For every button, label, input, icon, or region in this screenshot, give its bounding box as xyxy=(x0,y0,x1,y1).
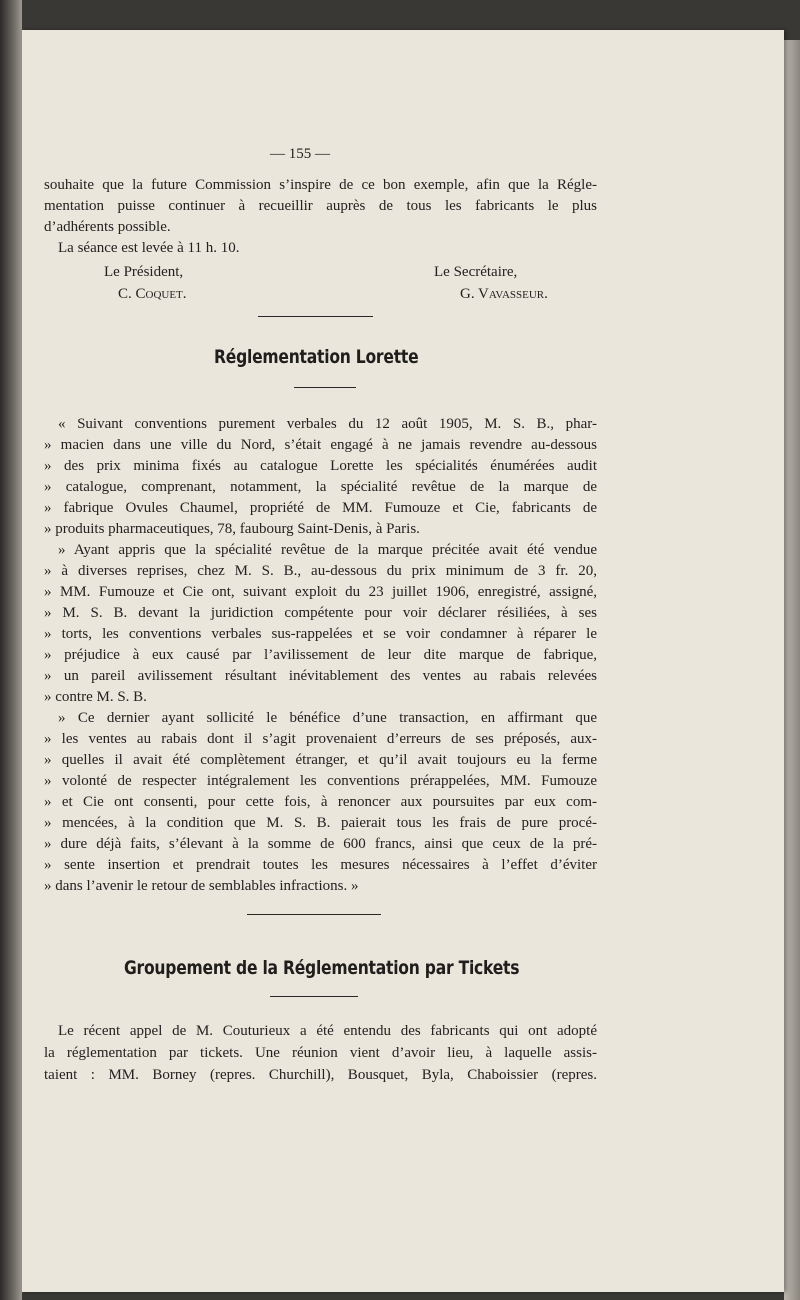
body-line: » macien dans une ville du Nord, s’était engagé à ne jamais revendre au-dessous xyxy=(44,437,597,453)
body-line: » des prix minima fixés au catalogue Lorette les spécialités énumérées audit xyxy=(44,458,597,474)
secretaire-name: G. Vavasseur. xyxy=(460,286,548,302)
body-line: » M. S. B. devant la juridiction compétente pour voir déclarer résiliées, à ses xyxy=(44,605,597,621)
body-line: » dans l’avenir le retour de semblables infractions. » xyxy=(44,878,359,894)
title-underline xyxy=(294,387,356,388)
body-line: » et Cie ont consenti, pour cette fois, à renoncer aux poursuites par eux com- xyxy=(44,794,597,810)
section-title-lorette: Réglementation Lorette xyxy=(214,346,419,368)
title-underline xyxy=(270,996,358,997)
body-line: » à diverses reprises, chez M. S. B., au-dessous du prix minimum de 3 fr. 20, xyxy=(44,563,597,579)
body-line: » un pareil avilissement résultant inévitablement des ventes au rabais relevées xyxy=(44,668,597,684)
body-line: Le récent appel de M. Couturieux a été entendu des fabricants qui ont adopté xyxy=(58,1023,597,1039)
intro-line: souhaite que la future Commission s’inspire de ce bon exemple, afin que la Régle- xyxy=(44,177,597,193)
body-line: taient : MM. Borney (repres. Churchill), Bousquet, Byla, Chaboissier (repres. xyxy=(44,1067,597,1083)
body-line: » mencées, à la condition que M. S. B. paierait tous les frais de pure procé- xyxy=(44,815,597,831)
body-line: » catalogue, comprenant, notamment, la spécialité revêtue de la marque de xyxy=(44,479,597,495)
body-line: » sente insertion et prendrait toutes les mesures nécessaires à l’effet d’éviter xyxy=(44,857,597,873)
body-line: » produits pharmaceutiques, 78, faubourg Saint-Denis, à Paris. xyxy=(44,521,420,537)
intro-line: d’adhérents possible. xyxy=(44,219,171,235)
body-line: » contre M. S. B. xyxy=(44,689,147,705)
secretaire-title: Le Secrétaire, xyxy=(434,264,518,280)
page-number: — 155 — xyxy=(270,146,330,162)
next-pages-edge xyxy=(784,40,800,1300)
body-line: » MM. Fumouze et Cie ont, suivant exploit du 23 juillet 1906, enregistré, assigné, xyxy=(44,584,597,600)
body-line: » Ayant appris que la spécialité revêtue de la marque précitée avait été vendue xyxy=(58,542,597,558)
president-name: C. Coquet. xyxy=(118,286,187,302)
body-line: la réglementation par tickets. Une réunion vient d’avoir lieu, à laquelle assis- xyxy=(44,1045,597,1061)
body-line: » volonté de respecter intégralement les conventions prérappelées, MM. Fumouze xyxy=(44,773,597,789)
divider-rule xyxy=(247,914,381,915)
president-title: Le Président, xyxy=(104,264,184,280)
seance-line: La séance est levée à 11 h. 10. xyxy=(58,240,240,256)
body-line: » préjudice à eux causé par l’avilissement de leur dite marque de fabrique, xyxy=(44,647,597,663)
body-line: » Ce dernier ayant sollicité le bénéfice d’une transaction, en affirmant que xyxy=(58,710,597,726)
body-line: « Suivant conventions purement verbales du 12 août 1905, M. S. B., phar- xyxy=(58,416,597,432)
intro-line: mentation puisse continuer à recueillir auprès de tous les fabricants le plus xyxy=(44,198,597,214)
body-line: » fabrique Ovules Chaumel, propriété de MM. Fumouze et Cie, fabricants de xyxy=(44,500,597,516)
section-title-tickets: Groupement de la Réglementation par Tickets xyxy=(124,957,520,979)
body-line: » dure déjà faits, s’élevant à la somme de 600 francs, ainsi que ceux de la pré- xyxy=(44,836,597,852)
body-line: » les ventes au rabais dont il s’agit provenaient d’erreurs de ses préposés, aux- xyxy=(44,731,597,747)
divider-rule xyxy=(258,316,373,317)
body-line: » torts, les conventions verbales sus-rappelées et se voir condamner à réparer le xyxy=(44,626,597,642)
previous-page-edge xyxy=(0,0,22,1300)
body-line: » quelles il avait été complètement étranger, et qu’il avait toujours eu la ferme xyxy=(44,752,597,768)
